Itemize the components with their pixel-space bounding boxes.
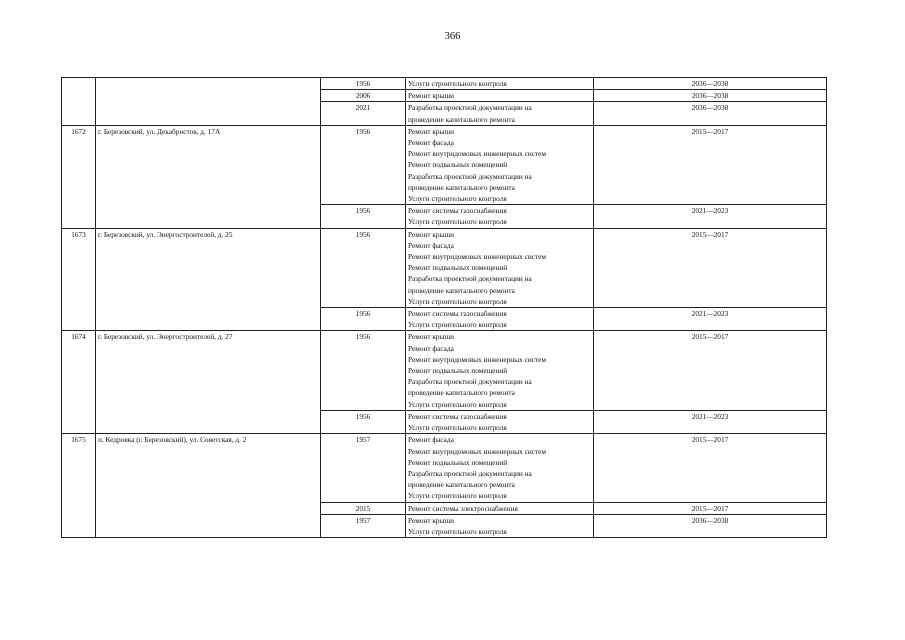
period-cell: 2015—2017 (594, 331, 827, 410)
work-item: Ремонт внутридомовых инженерных систем (408, 354, 547, 364)
work-item: Ремонт крыши (408, 515, 455, 525)
works-cell (406, 434, 594, 502)
work-item: Разработка проектной документации на (408, 103, 532, 113)
work-item: Ремонт системы газоснабжения (408, 206, 507, 216)
year-cell: 1956 (321, 410, 406, 433)
table-row (62, 228, 827, 307)
work-item: Ремонт фасада (408, 138, 454, 148)
year-cell: 1956 (321, 331, 406, 410)
works-cell (406, 90, 594, 102)
works-cell (406, 502, 594, 514)
work-item: Разработка проектной документации на (408, 171, 532, 181)
period-cell: 2036—2038 (594, 514, 827, 537)
period-cell: 2015—2017 (594, 228, 827, 307)
object-number-cell: 1674 (62, 331, 96, 434)
work-item: Услуги строительного контроля (408, 79, 507, 88)
address-cell: г. Березовский, ул. Декабристов, д. 17А (96, 125, 321, 228)
works-cell (406, 410, 594, 433)
works-cell (406, 102, 594, 125)
work-item: Разработка проектной документации на (408, 468, 532, 478)
work-item: проведение капитального ремонта (408, 182, 515, 192)
works-cell (406, 78, 594, 90)
work-item: Услуги строительного контроля (408, 320, 507, 330)
works-cell (406, 308, 594, 331)
object-number-cell (62, 78, 96, 126)
work-item: Услуги строительного контроля (408, 491, 507, 501)
period-cell: 2021—2023 (594, 308, 827, 331)
address-cell (96, 78, 321, 126)
year-cell: 1956 (321, 78, 406, 90)
work-item: Ремонт фасада (408, 240, 454, 250)
work-item: Ремонт подвальных помещений (408, 160, 508, 170)
table-row (62, 331, 827, 410)
object-number-cell: 1673 (62, 228, 96, 331)
year-cell: 2006 (321, 90, 406, 102)
works-cell (406, 205, 594, 228)
year-cell: 1956 (321, 308, 406, 331)
work-item: Услуги строительного контроля (408, 296, 507, 306)
address-cell: п. Кедровка (г. Березовский), ул. Советская, д. 2 (96, 434, 321, 538)
period-cell: 2015—2017 (594, 434, 827, 502)
period-cell: 2036—2038 (594, 90, 827, 102)
schedule-body (62, 78, 827, 538)
work-item: Ремонт системы газоснабжения (408, 411, 507, 421)
period-cell: 2021—2023 (594, 410, 827, 433)
address-cell: г. Березовский, ул. Энергостроителей, д. 25 (96, 228, 321, 331)
work-item: Ремонт подвальных помещений (408, 263, 508, 273)
year-cell: 2015 (321, 502, 406, 514)
table-row (62, 78, 827, 90)
year-cell: 1957 (321, 434, 406, 502)
year-cell: 2021 (321, 102, 406, 125)
work-item: Ремонт внутридомовых инженерных систем (408, 446, 547, 456)
works-cell (406, 331, 594, 410)
work-item: Услуги строительного контроля (408, 423, 507, 433)
table-row (62, 125, 827, 204)
works-cell (406, 125, 594, 204)
table-row (62, 434, 827, 502)
work-item: Ремонт фасада (408, 343, 454, 353)
works-cell (406, 514, 594, 537)
year-cell: 1957 (321, 514, 406, 537)
work-item: Разработка проектной документации на (408, 274, 532, 284)
work-item: Разработка проектной документации на (408, 377, 532, 387)
work-item: Услуги строительного контроля (408, 526, 507, 536)
work-item: Ремонт крыши (408, 126, 455, 136)
page-number: 366 (444, 31, 461, 42)
work-item: Услуги строительного контроля (408, 194, 507, 204)
work-item: проведение капитального ремонта (408, 285, 515, 295)
works-cell (406, 228, 594, 307)
year-cell: 1956 (321, 125, 406, 204)
work-item: Ремонт подвальных помещений (408, 457, 508, 467)
year-cell: 1956 (321, 228, 406, 307)
work-item: Ремонт крыши (408, 229, 455, 239)
work-item: проведение капитального ремонта (408, 480, 515, 490)
work-item: Ремонт фасада (408, 435, 454, 445)
period-cell: 2015—2017 (594, 502, 827, 514)
work-item: проведение капитального ремонта (408, 114, 515, 124)
period-cell: 2036—2038 (594, 78, 827, 90)
work-item: Ремонт крыши (408, 91, 455, 101)
work-item: Ремонт системы электроснабжения (408, 503, 518, 513)
object-number-cell: 1672 (62, 125, 96, 228)
repair-schedule-table (61, 77, 827, 538)
work-item: Ремонт системы газоснабжения (408, 309, 507, 319)
work-item: Ремонт подвальных помещений (408, 366, 508, 376)
object-number-cell: 1675 (62, 434, 96, 538)
period-cell: 2015—2017 (594, 125, 827, 204)
year-cell: 1956 (321, 205, 406, 228)
work-item: Услуги строительного контроля (408, 399, 507, 409)
work-item: Ремонт внутридомовых инженерных систем (408, 149, 547, 159)
work-item: Ремонт внутридомовых инженерных систем (408, 252, 547, 262)
period-cell: 2036—2038 (594, 102, 827, 125)
work-item: проведение капитального ремонта (408, 388, 515, 398)
work-item: Ремонт крыши (408, 332, 455, 342)
work-item: Услуги строительного контроля (408, 217, 507, 227)
address-cell: г. Березовский, ул. Энергостроителей, д. 27 (96, 331, 321, 434)
period-cell: 2021—2023 (594, 205, 827, 228)
